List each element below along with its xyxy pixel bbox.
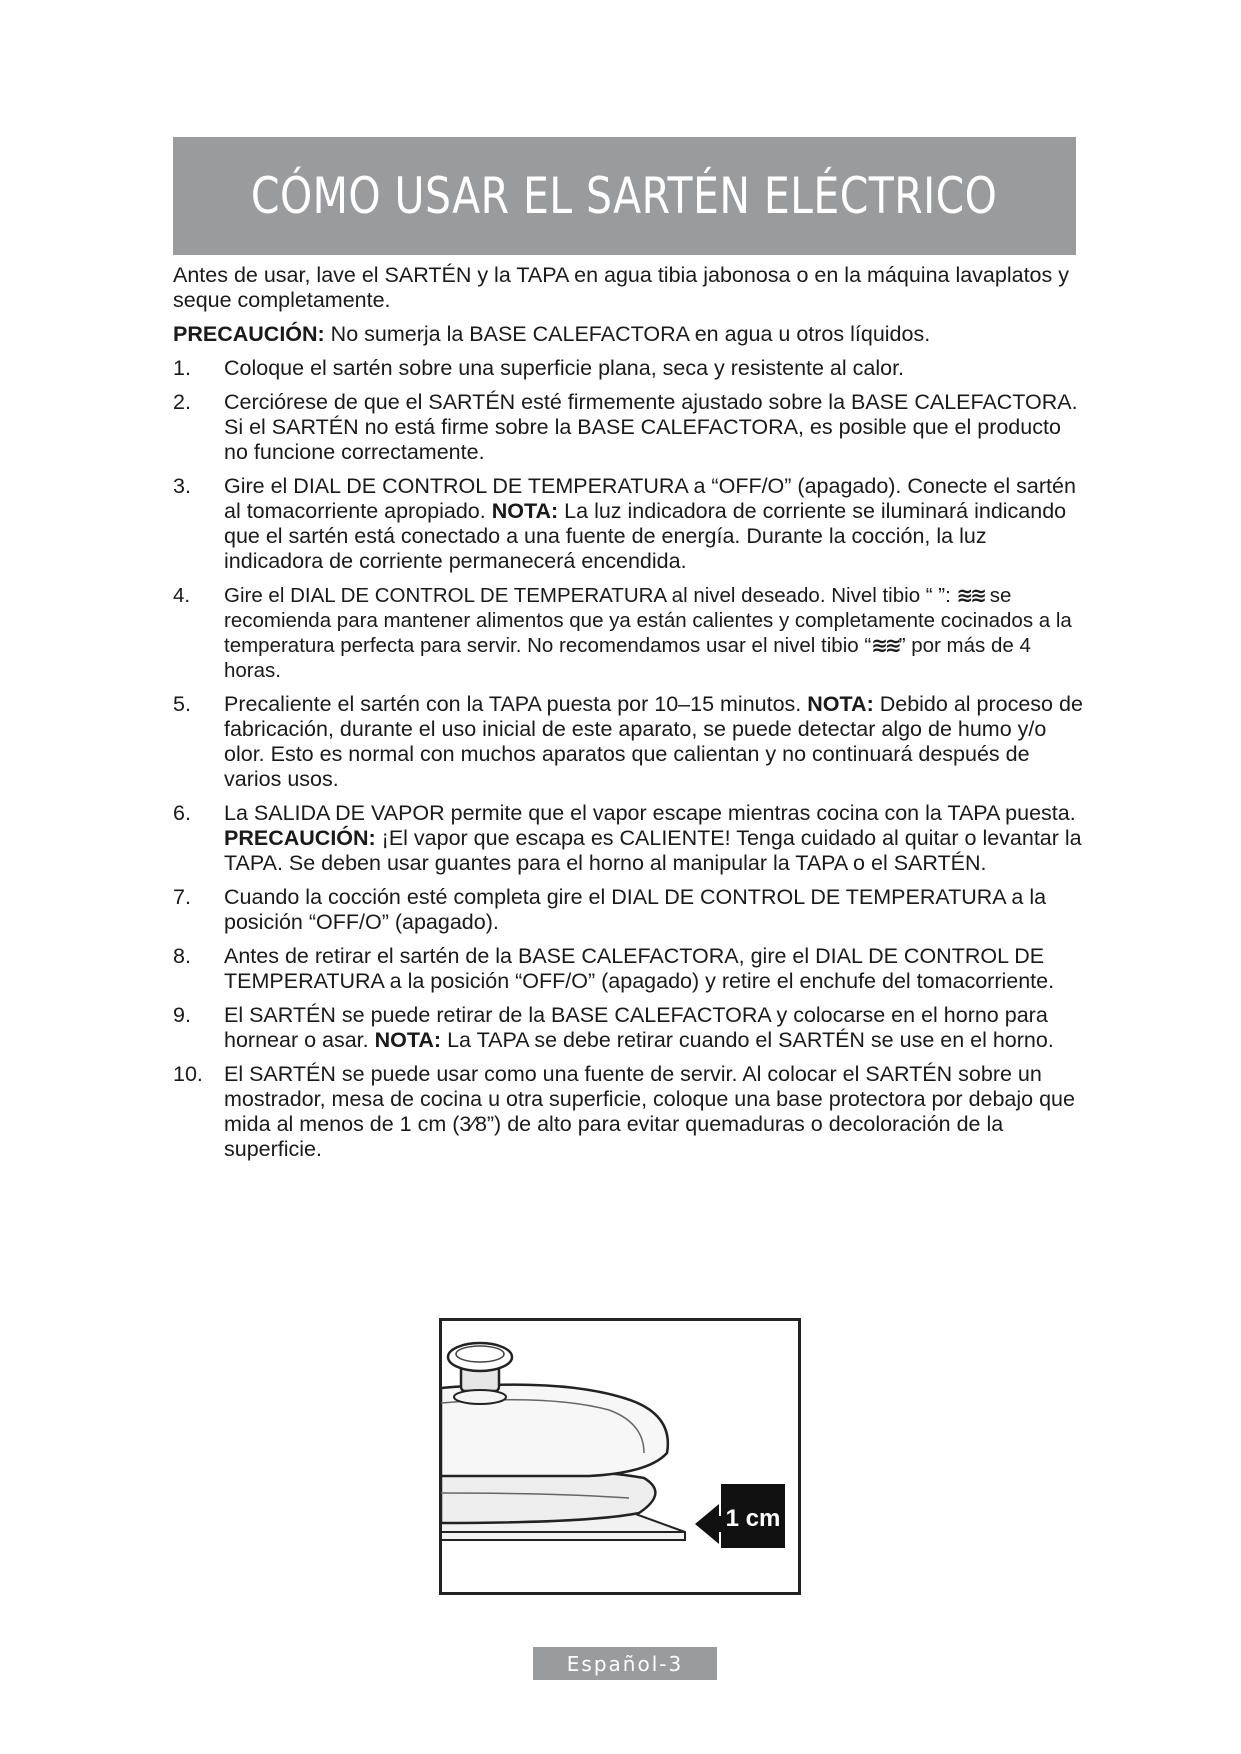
step-number: 5. <box>173 692 191 716</box>
precaution-text: No sumerja la BASE CALEFACTORA en agua u otros líquidos. <box>324 322 931 346</box>
step-text: Coloque el sartén sobre una superficie plana, seca y resistente al calor. <box>224 356 905 380</box>
step-4 <box>173 583 1083 683</box>
step-number: 2. <box>173 390 191 414</box>
step-text: El SARTÉN se puede usar como una fuente de servir. Al colocar el SARTÉN sobre un mostrador, mesa de cocina u otra superficie, coloque una base protectora por debajo que mida al menos de 1 cm (3⁄8”) de alto para evitar quemaduras o decoloración de la superficie. <box>224 1062 1075 1161</box>
step-number: 10. <box>173 1062 203 1086</box>
step-1 <box>173 356 1083 381</box>
warm-steam-icon: ≋≋ <box>956 583 985 607</box>
intro-paragraph: Antes de usar, lave el SARTÉN y la TAPA en agua tibia jabonosa o en la máquina lavaplatos y seque completamente. <box>173 263 1069 312</box>
measure-label: 1 cm <box>725 1505 781 1532</box>
step-text: La TAPA se debe retirar cuando el SARTÉN se use en el horno. <box>441 1028 1054 1052</box>
step-number: 1. <box>173 356 191 380</box>
step-text: Gire el DIAL DE CONTROL DE TEMPERATURA a “OFF/O” (apagado). Conecte el sartén al tomacorriente apropiado. <box>224 474 1076 523</box>
step-text: ¡El vapor que escapa es CALIENTE! Tenga cuidado al quitar o levantar la TAPA. Se deben usar guantes para el horno al manipular la TAPA o el SARTÉN. <box>224 826 1082 875</box>
precaution-label: PRECAUCIÓN: <box>173 322 325 346</box>
step-3 <box>173 474 1083 574</box>
step-8 <box>173 944 1083 994</box>
step-number: 3. <box>173 474 191 498</box>
instructions <box>173 263 1083 1171</box>
warm-steam-icon: ≋≋ <box>871 633 899 657</box>
steps-list <box>173 356 1083 1162</box>
step-text: El SARTÉN se puede retirar de la BASE CALEFACTORA y colocarse en el horno para hornear o asar. <box>224 1003 1048 1052</box>
precaution-paragraph <box>173 322 1083 347</box>
page-title: CÓMO USAR EL SARTÉN ELÉCTRICO <box>251 167 998 225</box>
step-10 <box>173 1062 1083 1162</box>
step-text: ” por más de 4 horas. <box>224 634 1031 682</box>
step-2 <box>173 390 1083 465</box>
step-5 <box>173 692 1083 792</box>
step-number: 4. <box>173 584 191 607</box>
note-label: NOTA: <box>491 499 559 523</box>
step-9 <box>173 1003 1083 1053</box>
step-text: se recomienda para mantener alimentos que ya están calientes y completamente cocinados a la temperatura perfecta para servir. No recomendamos usar el nivel tibio “ <box>224 584 1072 657</box>
step-text: La luz indicadora de corriente se iluminará indicando que el sartén está conectado a una fuente de energía. Durante la cocción, la luz indicadora de corriente permanecerá encendida. <box>224 499 1067 573</box>
precaution-label: PRECAUCIÓN: <box>224 826 376 850</box>
step-text: Debido al proceso de fabricación, durante el uso inicial de este aparato, se puede detectar algo de humo y/o olor. Esto es normal con muchos aparatos que calientan y no continuará después de varios usos. <box>224 692 1083 791</box>
step-number: 9. <box>173 1003 191 1027</box>
step-number: 8. <box>173 944 191 968</box>
step-7 <box>173 885 1083 935</box>
note-label: NOTA: <box>374 1028 442 1052</box>
step-number: 7. <box>173 885 191 909</box>
page-number-label: Español-3 <box>566 1651 684 1676</box>
step-6 <box>173 801 1083 876</box>
step-number: 6. <box>173 801 191 825</box>
step-text: La SALIDA DE VAPOR permite que el vapor escape mientras cocina con la TAPA puesta. <box>224 801 1076 825</box>
note-label: NOTA: <box>807 692 874 716</box>
step-text: Gire el DIAL DE CONTROL DE TEMPERATURA al nivel deseado. Nivel tibio “ ”: <box>224 584 957 607</box>
page-footer-badge <box>533 1647 717 1680</box>
step-text: Cuando la cocción esté completa gire el DIAL DE CONTROL DE TEMPERATURA a la posición “OFF/O” (apagado). <box>224 885 1047 934</box>
title-banner <box>173 137 1076 255</box>
step-text: Antes de retirar el sartén de la BASE CALEFACTORA, gire el DIAL DE CONTROL DE TEMPERATURA a la posición “OFF/O” (apagado) y retire el enchufe del tomacorriente. <box>224 944 1055 993</box>
skillet-illustration <box>439 1318 801 1595</box>
step-text: Cerciórese de que el SARTÉN esté firmemente ajustado sobre la BASE CALEFACTORA. Si el SARTÉN no está firme sobre la BASE CALEFACTORA, es posible que el producto no funcione correctamente. <box>224 390 1078 464</box>
step-text: Precaliente el sartén con la TAPA puesta por 10–15 minutos. <box>224 692 808 716</box>
